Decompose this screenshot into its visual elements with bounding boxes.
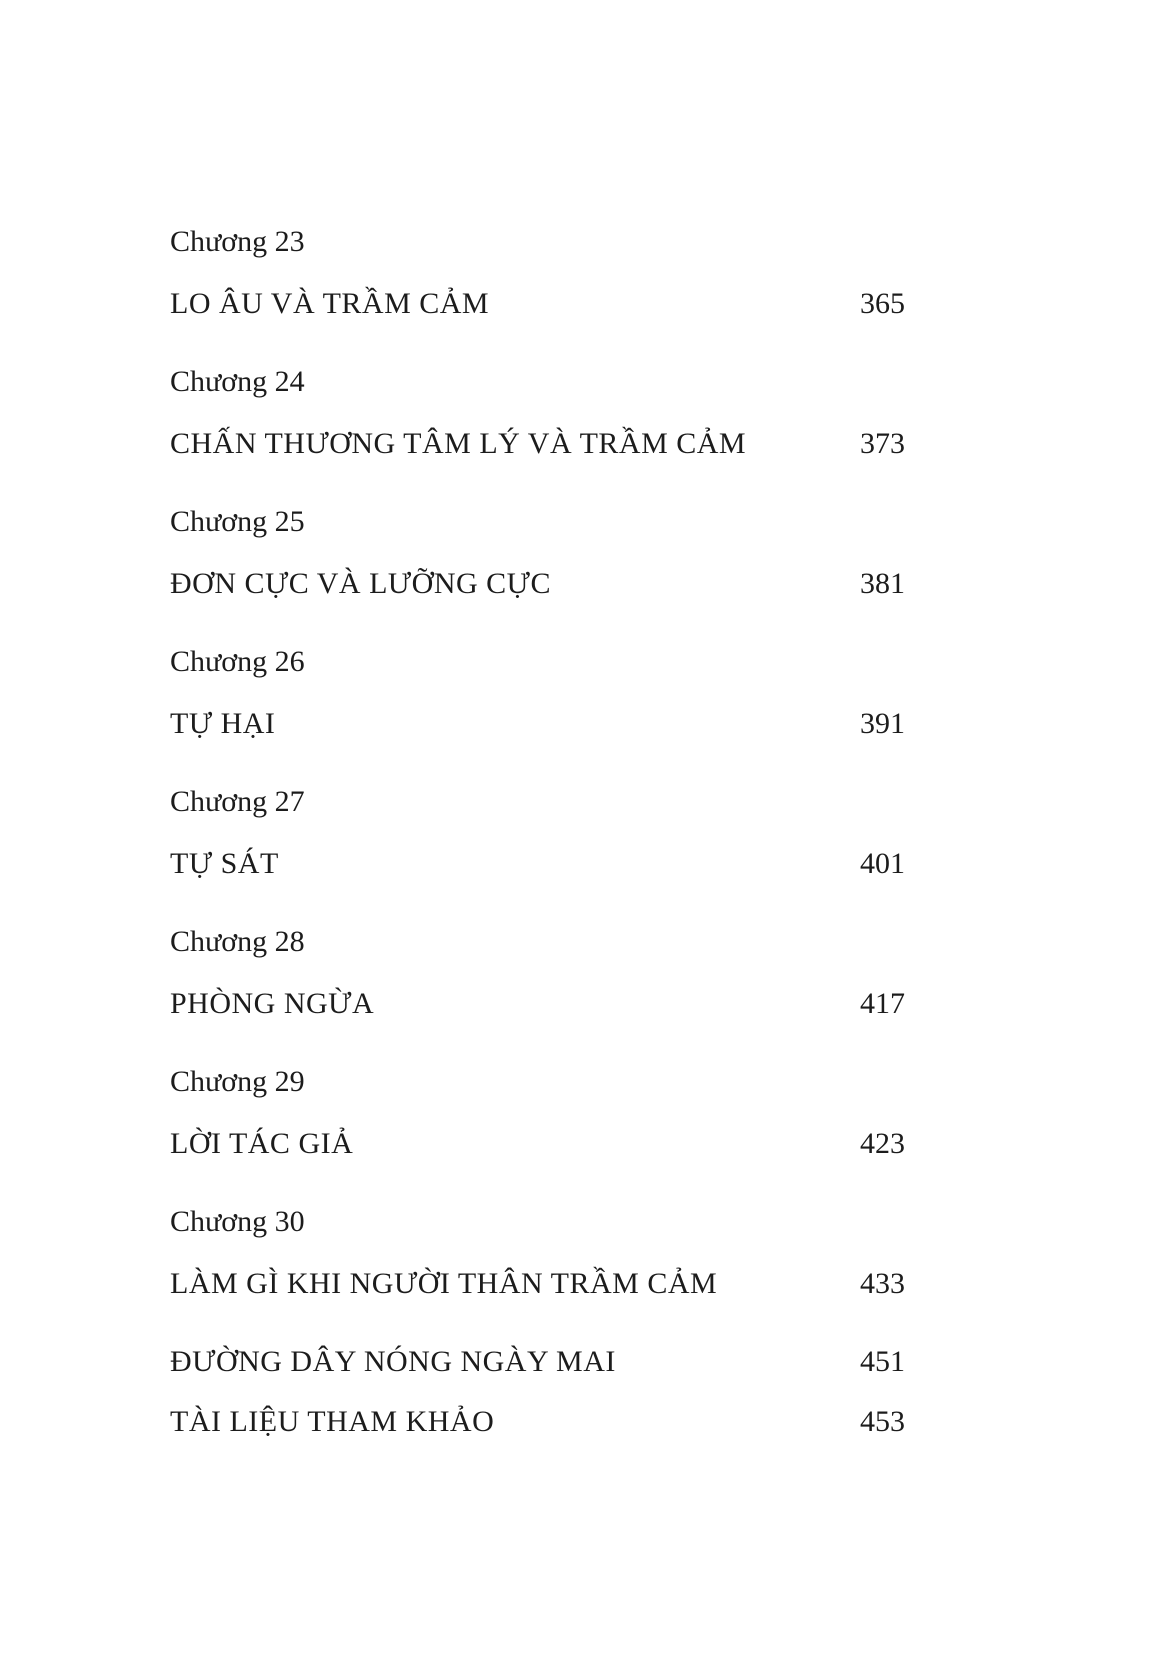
chapter-label: Chương 28 [170,925,305,958]
toc-entry [170,1202,905,1304]
title-row [170,1124,905,1164]
title-row [170,844,905,884]
toc-entry [170,782,905,884]
chapter-label: Chương 26 [170,645,305,678]
page-number: 433 [860,1267,905,1300]
chapter-title: LO ÂU VÀ TRẦM CẢM [170,287,490,320]
page-number: 391 [860,707,905,740]
toc-entry [170,1062,905,1164]
back-matter-title: ĐƯỜNG DÂY NÓNG NGÀY MAI [170,1345,616,1378]
back-matter-row [170,1342,905,1382]
page-number: 417 [860,987,905,1020]
title-row [170,984,905,1024]
chapter-title: CHẤN THƯƠNG TÂM LÝ VÀ TRẦM CẢM [170,427,747,460]
page-number: 453 [860,1405,905,1438]
toc-entry [170,502,905,604]
page-number: 401 [860,847,905,880]
chapter-title: TỰ SÁT [170,847,279,880]
title-row [170,704,905,744]
back-matter-row [170,1402,905,1442]
toc-entry [170,362,905,464]
title-row [170,424,905,464]
page-number: 373 [860,427,905,460]
chapter-label: Chương 24 [170,365,305,398]
chapter-title: LÀM GÌ KHI NGƯỜI THÂN TRẦM CẢM [170,1267,718,1300]
back-matter-title: TÀI LIỆU THAM KHẢO [170,1405,495,1438]
title-row [170,1264,905,1304]
chapter-label: Chương 30 [170,1205,305,1238]
title-row [170,284,905,324]
chapter-title: LỜI TÁC GIẢ [170,1127,354,1160]
title-row [170,564,905,604]
page-number: 381 [860,567,905,600]
back-matter [170,1342,905,1442]
chapter-label: Chương 23 [170,225,305,258]
chapter-label: Chương 27 [170,785,305,818]
page-number: 451 [860,1345,905,1378]
toc-entry [170,222,905,324]
chapter-title: TỰ HẠI [170,707,276,740]
chapter-title: ĐƠN CỰC VÀ LƯỠNG CỰC [170,567,551,600]
toc-entry [170,922,905,1024]
page-number: 423 [860,1127,905,1160]
chapter-label: Chương 25 [170,505,305,538]
toc-entry [170,642,905,744]
page-number: 365 [860,287,905,320]
chapter-title: PHÒNG NGỪA [170,987,375,1020]
chapter-label: Chương 29 [170,1065,305,1098]
